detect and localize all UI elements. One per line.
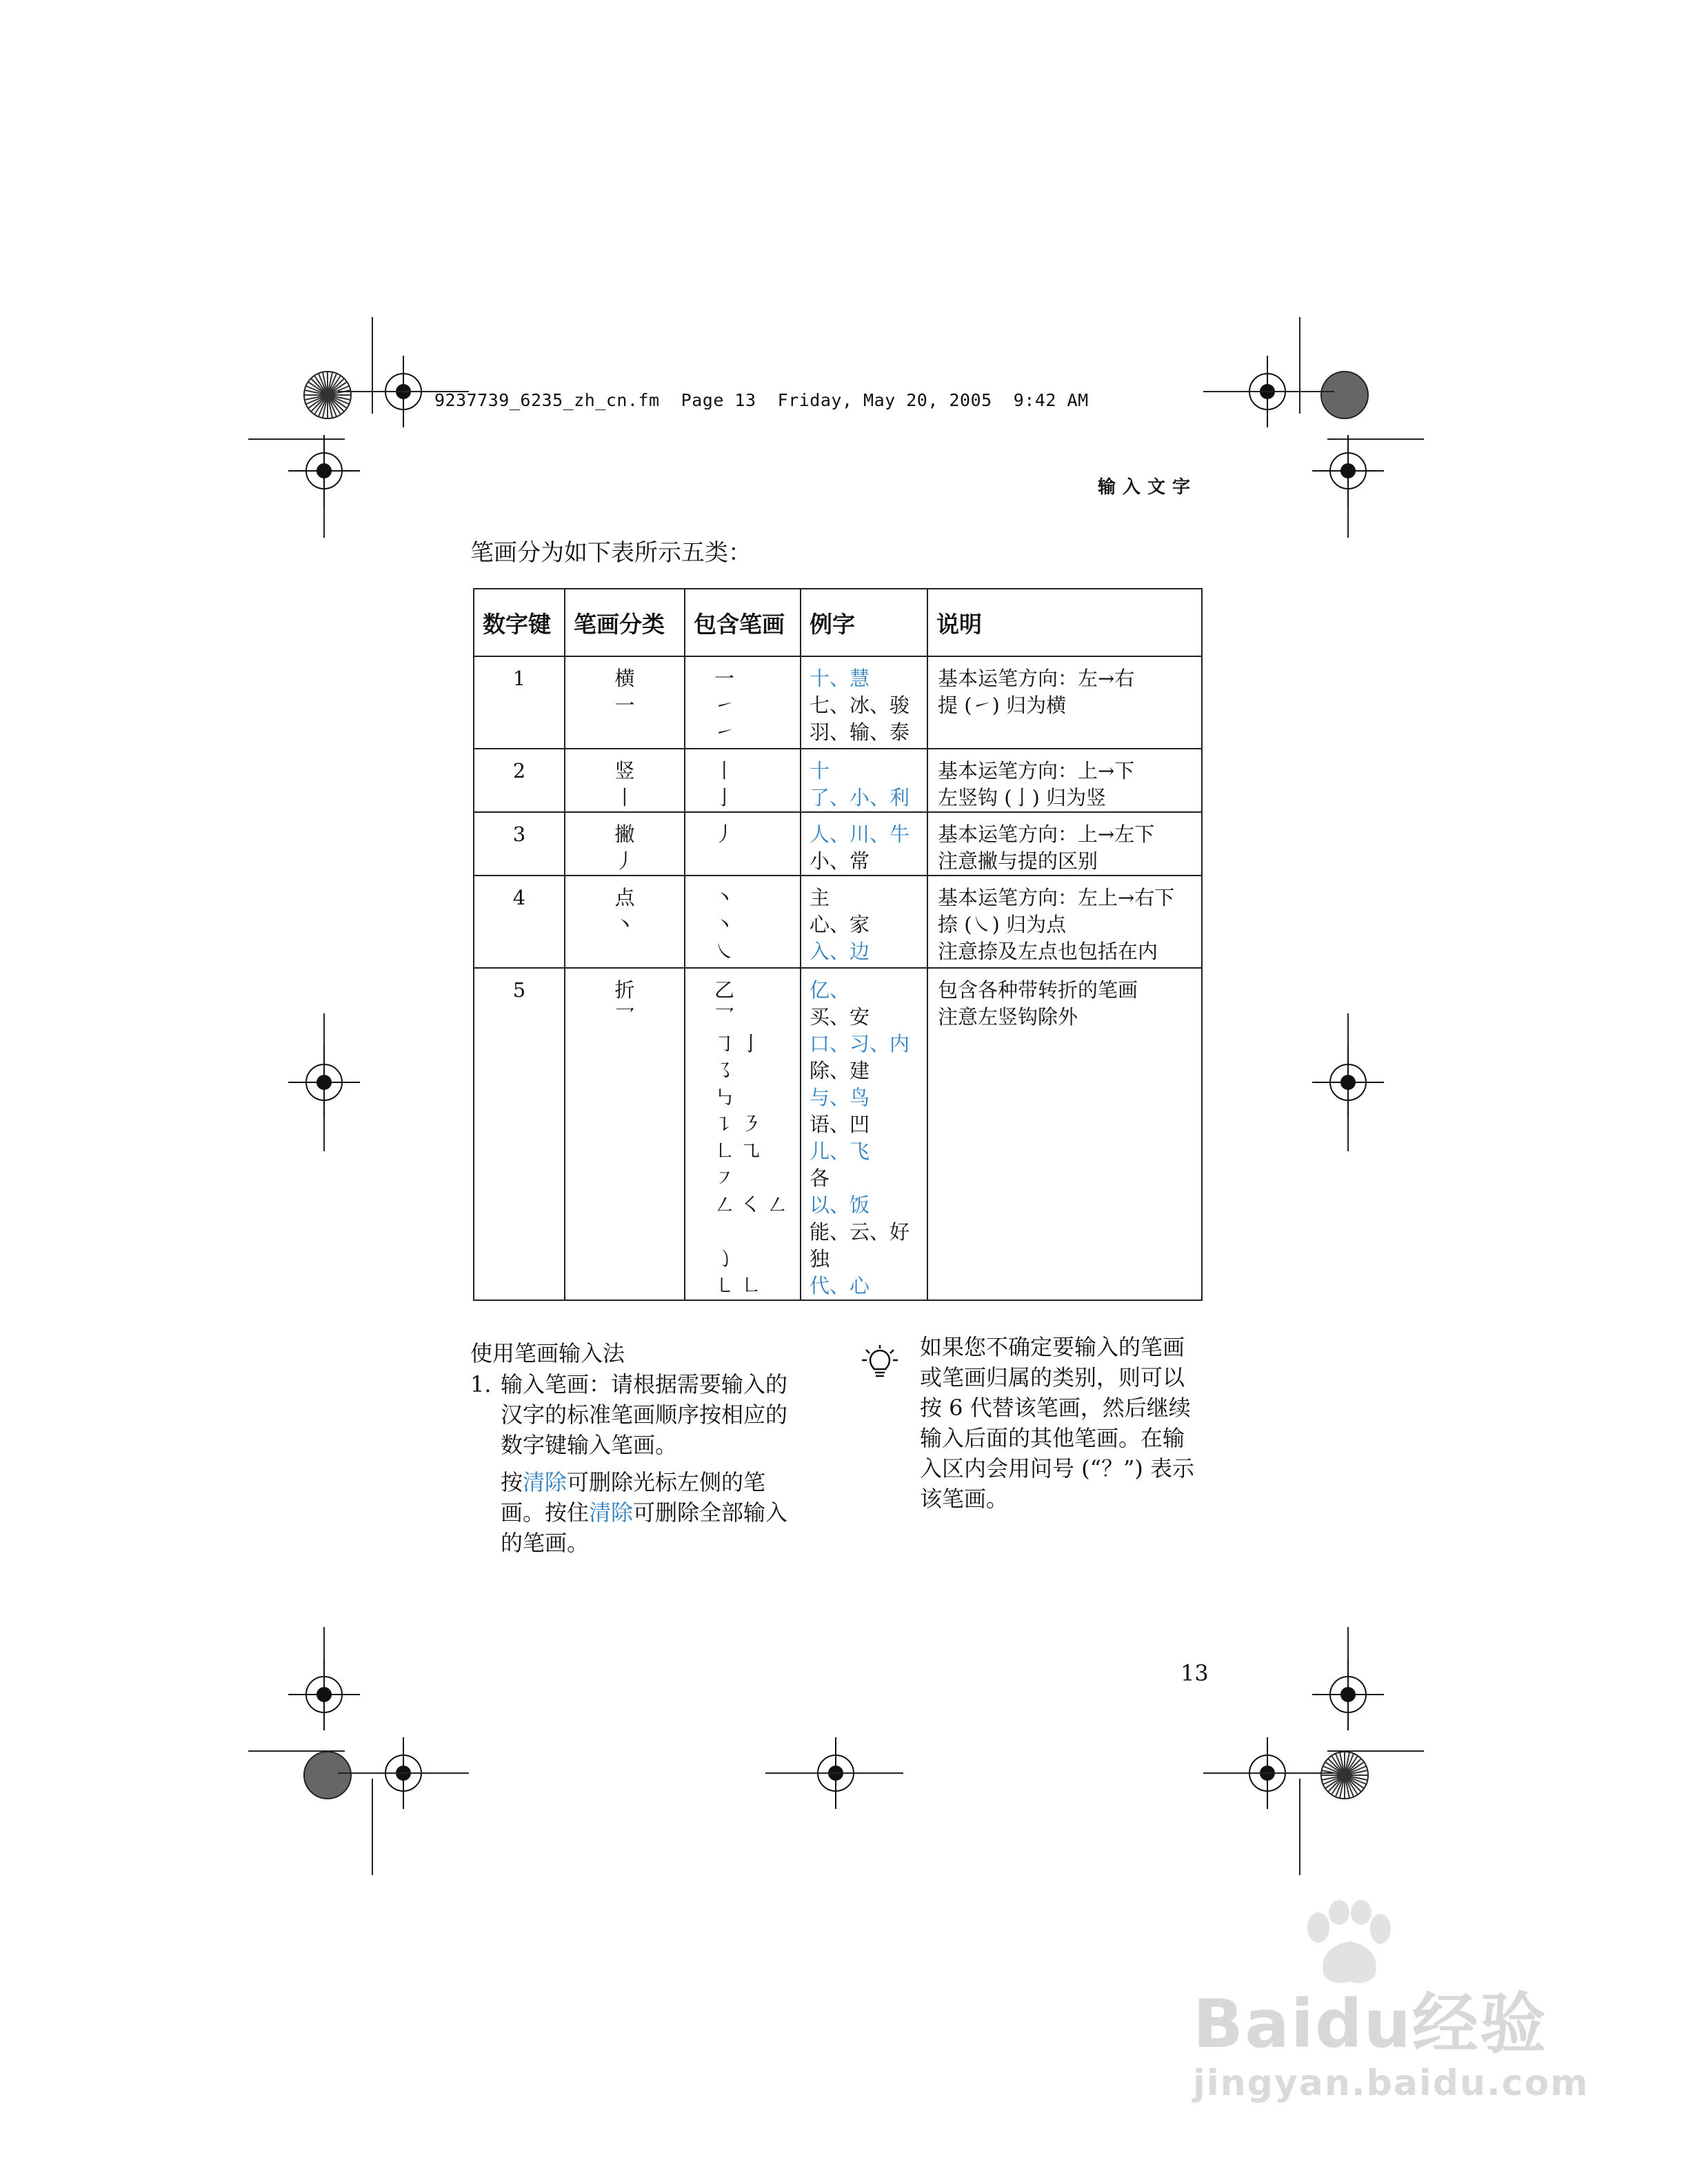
section-title: 输入文字 — [1097, 477, 1197, 498]
header-example-chars: 例字 — [801, 589, 927, 656]
cell-examples — [801, 968, 927, 1300]
watermark-brand: Baidu经验 — [1193, 1985, 1547, 2063]
stroke-glyph: 丶 — [714, 913, 735, 936]
category-stroke: 丿 — [614, 849, 635, 873]
stroke-glyph: ㇌ — [714, 1059, 735, 1082]
text-fragment: 可删除全部输入的笔画。 — [501, 1499, 788, 1556]
stroke-glyph: 乛 — [714, 1005, 735, 1029]
cell-description — [927, 968, 1202, 1300]
cell-examples — [801, 749, 927, 812]
example-line: 儿、飞 — [810, 1140, 870, 1163]
cell-category — [565, 812, 685, 876]
cell-examples — [801, 656, 927, 749]
stroke-table — [473, 588, 1203, 1301]
cell-key: 4 — [474, 876, 565, 968]
cell-strokes — [685, 812, 801, 876]
stroke-glyph: 一 — [714, 667, 735, 690]
note-line: 基本运笔方向：上→左下 — [938, 822, 1155, 846]
stroke-glyph: ㇗ ㇈ — [714, 1140, 761, 1163]
example-line: 以、饭 — [810, 1193, 870, 1217]
example-line: 除、建 — [810, 1059, 870, 1082]
cell-description — [927, 876, 1202, 968]
stroke-glyph: 丨 — [714, 759, 735, 782]
example-line: 独 — [810, 1247, 830, 1271]
example-line: 十 — [810, 759, 830, 782]
example-line: 亿、 — [810, 978, 850, 1002]
cell-category — [565, 749, 685, 812]
stroke-glyph: ㇏ — [714, 940, 735, 963]
example-line: 小、常 — [810, 849, 870, 873]
lightbulb-icon — [861, 1344, 899, 1383]
step-number: 1. — [470, 1371, 492, 1397]
table-row — [474, 656, 1202, 749]
text-fragment: 可删除光标左侧的笔画。按住 — [501, 1469, 766, 1526]
example-line: 羽、输、泰 — [810, 720, 910, 744]
category-name: 点 — [614, 886, 635, 909]
note-line: 基本运笔方向：左→右 — [938, 667, 1135, 690]
text-fragment: 按 — [501, 1469, 523, 1495]
example-line: 十、慧 — [810, 667, 870, 690]
example-line: 各 — [810, 1166, 830, 1190]
cell-description — [927, 656, 1202, 749]
stroke-glyph: 丿 — [714, 822, 735, 846]
tip-text: 如果您不确定要输入的笔画或笔画归属的类别，则可以按 6 代替该笔画，然后继续输入后面的其他笔画。在输入区内会用问号 (“？”) 表示该笔画。 — [920, 1334, 1195, 1512]
header-strokes-included: 包含笔画 — [685, 589, 801, 656]
cell-description — [927, 812, 1202, 876]
step-text: 输入笔画：请根据需要输入的汉字的标准笔画顺序按相应的数字键输入笔画。 — [501, 1371, 788, 1458]
category-stroke: 丨 — [614, 786, 635, 809]
note-line: 基本运笔方向：上→下 — [938, 759, 1135, 782]
stroke-glyph: ㇜ ㇛ ㇜ — [714, 1193, 787, 1217]
table-row — [474, 968, 1202, 1300]
stroke-glyph: ㇀ — [714, 720, 735, 744]
header-digit-key: 数字键 — [474, 589, 565, 656]
stroke-glyph: ㇊ ㇋ — [714, 1113, 761, 1136]
table-row — [474, 749, 1202, 812]
cell-strokes — [685, 749, 801, 812]
category-name: 撇 — [614, 822, 635, 846]
intro-text: 笔画分为如下表所示五类： — [470, 539, 752, 567]
table-row — [474, 876, 1202, 968]
note-line: 包含各种带转折的笔画 — [938, 978, 1138, 1002]
example-line: 语、凹 — [810, 1113, 870, 1136]
example-line: 代、心 — [810, 1274, 870, 1297]
table-row — [474, 812, 1202, 876]
stroke-glyph — [714, 1219, 800, 1246]
cell-strokes — [685, 656, 801, 749]
example-line: 能、云、好 — [810, 1220, 910, 1244]
cell-key: 1 — [474, 656, 565, 749]
category-name: 折 — [614, 978, 635, 1002]
note-line: 提 (㇀) 归为横 — [938, 694, 1067, 717]
section-heading: 使用笔画输入法 — [470, 1340, 625, 1366]
header-stroke-category: 笔画分类 — [565, 589, 685, 656]
cell-examples — [801, 812, 927, 876]
category-name: 竖 — [614, 759, 635, 782]
stroke-glyph: ㇆ 亅 — [714, 1032, 761, 1055]
note-line: 基本运笔方向：左上→右下 — [938, 886, 1175, 909]
category-stroke: 丶 — [614, 913, 635, 936]
note-line: 左竖钩 (亅) 归为竖 — [938, 786, 1107, 809]
watermark-url: jingyan.baidu.com — [1193, 2063, 1589, 2104]
clear-key-label: 清除 — [523, 1469, 567, 1495]
file-info-line: 9237739_6235_zh_cn.fm Page 13 Friday, May 20, 2005 9:42 AM — [434, 390, 1089, 410]
cell-key: 3 — [474, 812, 565, 876]
example-line: 主 — [810, 886, 830, 909]
cell-key: 2 — [474, 749, 565, 812]
example-line: 买、安 — [810, 1005, 870, 1029]
stroke-glyph: ㇉ — [714, 1086, 735, 1109]
example-line: 与、鸟 — [810, 1086, 870, 1109]
cell-examples — [801, 876, 927, 968]
cell-category — [565, 968, 685, 1300]
category-name: 横 — [614, 667, 635, 690]
stroke-glyph: ㇇ — [714, 1166, 735, 1190]
cell-strokes — [685, 968, 801, 1300]
example-line: 入、边 — [810, 940, 870, 963]
cell-category — [565, 876, 685, 968]
cell-description — [927, 749, 1202, 812]
stroke-glyph: ㇁ — [714, 1247, 735, 1271]
page-number: 13 — [1180, 1660, 1209, 1686]
stroke-glyph: 乙 — [714, 978, 735, 1002]
stroke-glyph: ㇄ ㇗ — [714, 1274, 761, 1297]
example-line: 心、家 — [810, 913, 870, 936]
note-line: 注意撇与提的区别 — [938, 849, 1098, 873]
category-stroke: 一 — [614, 694, 635, 717]
step-extra-text — [501, 1467, 804, 1558]
table-header-row — [474, 589, 1202, 656]
stroke-glyph: 丶 — [714, 886, 735, 909]
stroke-glyph: 亅 — [714, 786, 735, 809]
category-stroke: 乛 — [614, 1005, 635, 1029]
example-line: 七、冰、骏 — [810, 694, 910, 717]
example-line: 口、习、内 — [810, 1032, 910, 1055]
stroke-glyph: ㇀ — [714, 694, 735, 717]
example-line: 了、小、利 — [810, 786, 910, 809]
note-line: 注意左竖钩除外 — [938, 1005, 1078, 1029]
cell-category — [565, 656, 685, 749]
header-description: 说明 — [927, 589, 1202, 656]
example-line: 人、川、牛 — [810, 822, 910, 846]
note-line: 捺 (㇏) 归为点 — [938, 913, 1067, 936]
cell-key: 5 — [474, 968, 565, 1300]
clear-key-label: 清除 — [589, 1499, 634, 1526]
note-line: 注意捺及左点也包括在内 — [938, 940, 1158, 963]
cell-strokes — [685, 876, 801, 968]
